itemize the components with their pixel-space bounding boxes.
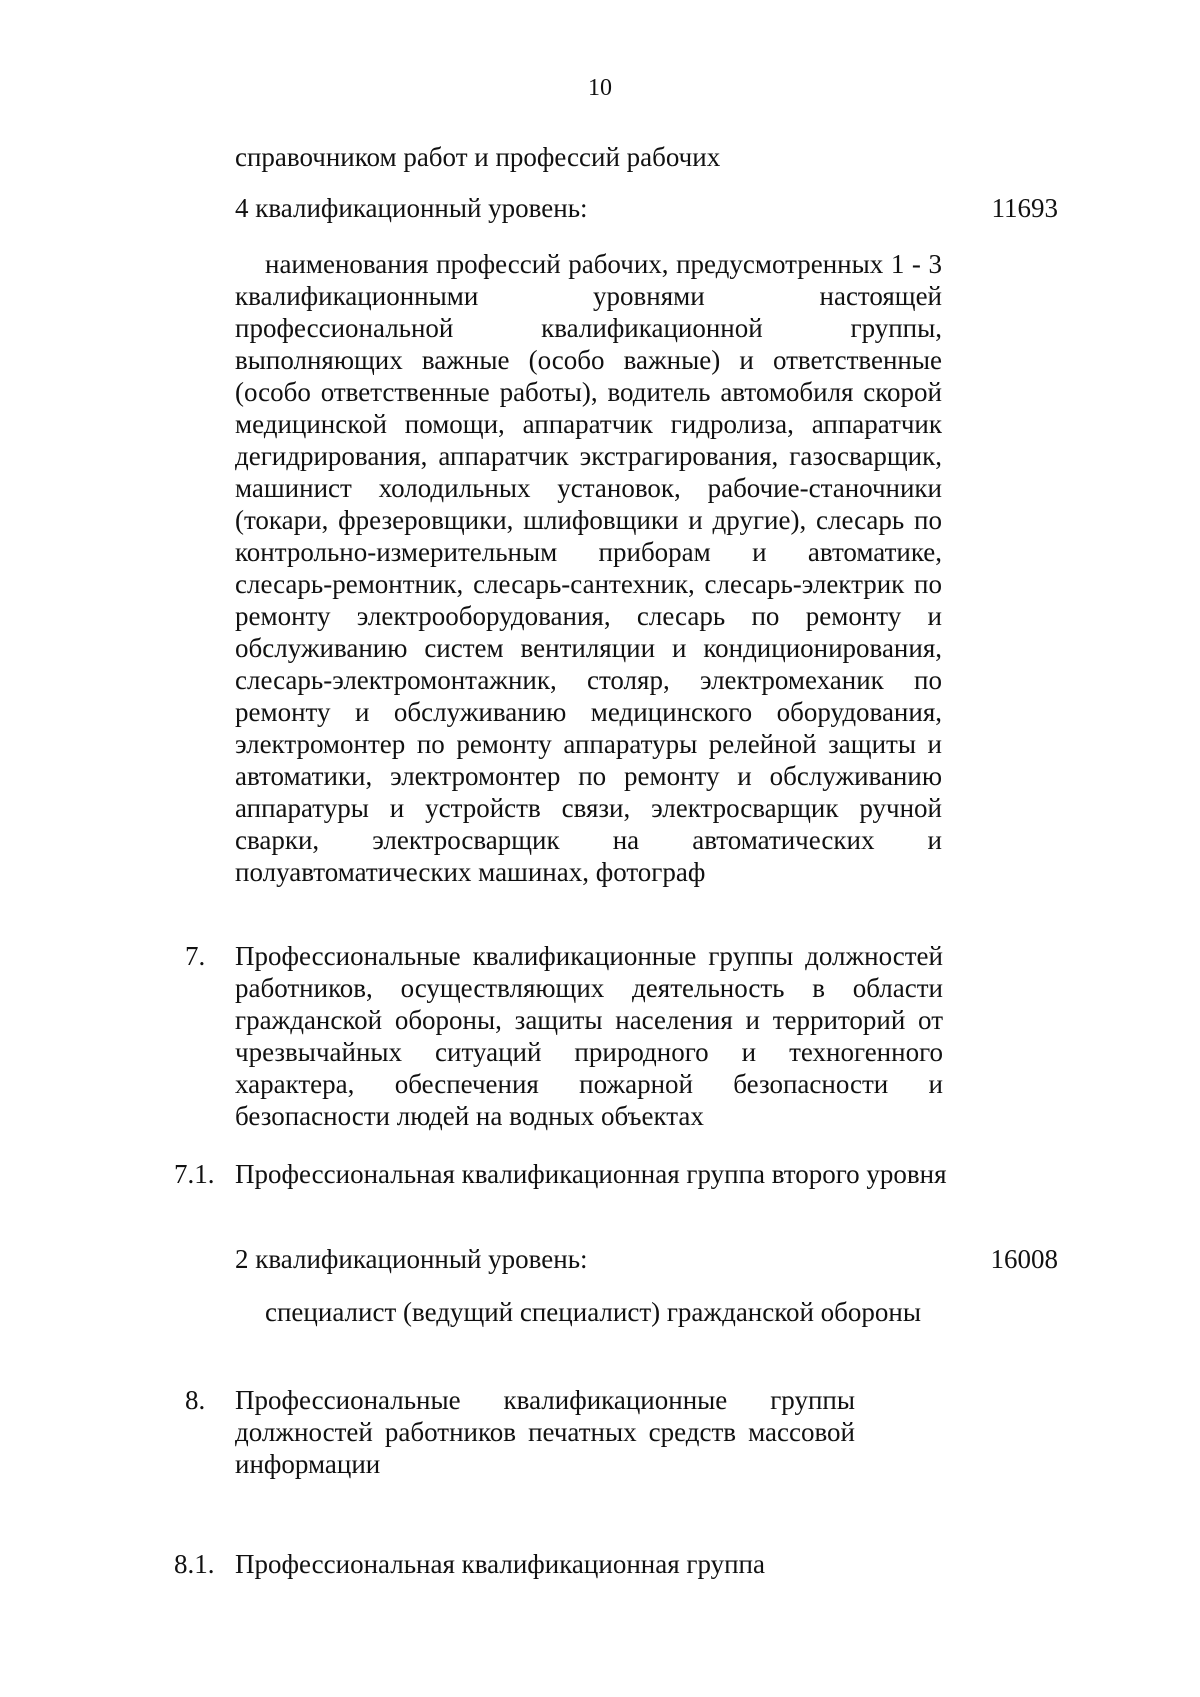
level-4-label: 4 квалификационный уровень: (235, 193, 588, 223)
section-7-title: Профессиональные квалификационные группы должностей работников, осуществляющих деятельность в области гражданской обороны, защиты населения и территорий от чрезвычайных ситуаций природного и техногенного характера, обеспечения пожарной безопасности и безопасности людей на водных объектах (235, 941, 943, 1131)
level-4-salary: 11693 (991, 193, 1058, 223)
section-7-1-number: 7.1. (174, 1159, 215, 1189)
continuation-line: справочником работ и профессий рабочих (235, 142, 721, 172)
section-8-1-title: Профессиональная квалификационная группа (235, 1549, 765, 1579)
level-4-professions-text: наименования профессий рабочих, предусмотренных 1 - 3 квалификационными уровнями настоящей профессиональной квалификационной группы, выполняющих важные (особо важные) и ответственные (особо ответственные работы), водитель автомобиля скорой медицинской помощи, аппаратчик гидролиза, аппаратчик дегидрирования, аппаратчик экстрагирования, газосварщик, машинист холодильных установок, рабочие-станочники (токари, фрезеровщики, шлифовщики и другие), слесарь по контрольно-измерительным приборам и автоматике, слесарь-ремонтник, слесарь-сантехник, слесарь-электрик по ремонту электрооборудования, слесарь по ремонту и обслуживанию систем вентиляции и кондиционирования, слесарь-электромонтажник, столяр, электромеханик по ремонту и обслуживанию медицинского оборудования, электромонтер по ремонту аппаратуры релейной защиты и автоматики, электромонтер по ремонту и обслуживанию аппаратуры и устройств связи, электросварщик ручной сварки, электросварщик на автоматических и полуавтоматических машинах, фотограф (235, 249, 942, 887)
section-8-title: Профессиональные квалификационные группы должностей работников печатных средств массовой информации (235, 1385, 855, 1479)
section-8-number: 8. (185, 1385, 206, 1415)
section-7-1-salary: 16008 (990, 1244, 1058, 1274)
section-7-number: 7. (185, 941, 206, 971)
section-7-1-position-text: специалист (ведущий специалист) гражданской обороны (265, 1297, 922, 1327)
page-number: 10 (588, 75, 612, 101)
section-8-1-number: 8.1. (174, 1549, 215, 1579)
section-7-1-title: Профессиональная квалификационная группа второго уровня (235, 1159, 947, 1189)
section-7-1-level-label: 2 квалификационный уровень: (235, 1244, 588, 1274)
